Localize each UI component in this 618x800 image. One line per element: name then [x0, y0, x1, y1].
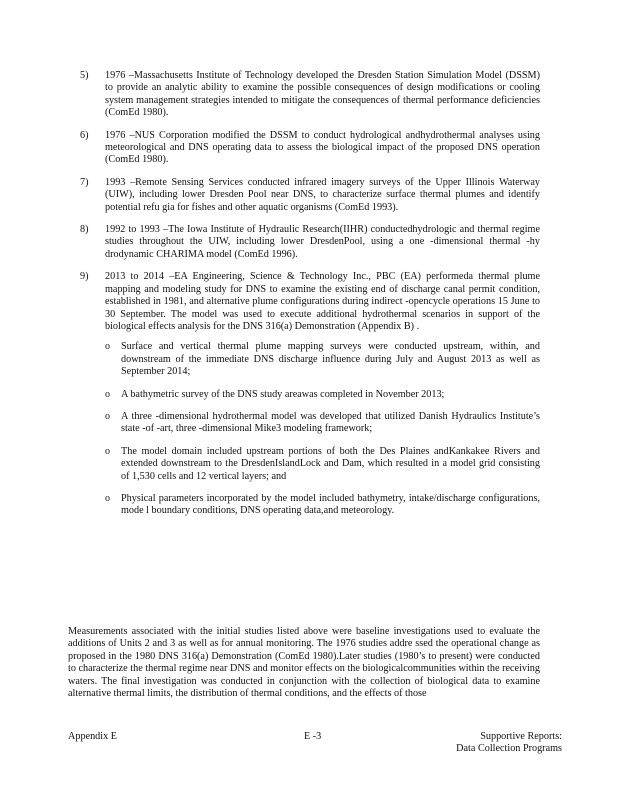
list-item: [80, 130, 540, 167]
sub-list-item: [105, 389, 540, 401]
list-number: 7): [80, 176, 89, 188]
sub-item-text: A three -dimensional hydrothermal model was developed that utilized Danish Hydraulics Institute’s state -of -art, three -dimensional Mike3 modeling framework;: [121, 410, 540, 435]
sub-item-text: A bathymetric survey of the DNS study areawas completed in November 2013;: [121, 388, 445, 400]
list-item-text: 1976 –NUS Corporation modified the DSSM to conduct hydrological andhydrothermal analyses using meteorological and DNS operating data to assess the biological impact of the proposed DNS operation (ComEd 1980).: [105, 129, 540, 166]
list-number: 5): [80, 70, 89, 81]
list-item: [80, 271, 540, 518]
list-item: [80, 177, 540, 214]
list-item-text: 1992 to 1993 –The Iowa Institute of Hydraulic Research(IIHR) conductedhydrologic and thermal regime studies throughout the UIW, including lower DresdenPool, using a one -dimensional thermal -hy drodynamic CHARIMA model (ComEd 1996).: [105, 224, 540, 260]
sub-list: [105, 341, 540, 517]
footer-title-line-1: Supportive Reports:: [480, 731, 562, 742]
body-paragraph: Measurements associated with the initial studies listed above were baseline investigations used to evaluate the additions of Units 2 and 3 as well as for annual monitoring. The 1976 studies addre ssed the operational change as proposed in the 1980 DNS 316(a) Demonstration (ComEd 1980).Later studies (1980’s to present) were conducted to characterize the thermal regime near DNS and monitor effects on the biologicalcommunities within the receiving waters. The final investigation was conducted in conjunction with the collection of biological data to examine alternative thermal limits, the distribution of thermal conditions, and the effects of those: [68, 626, 540, 700]
sub-list-item: [105, 411, 540, 436]
bullet-icon: o: [105, 410, 110, 422]
list-item-text: 1993 –Remote Sensing Services conducted infrared imagery surveys of the Upper Illinois Waterway (UIW), including lower Dresden Pool near DNS, to characterize surface thermal plumes and identify potential refu gia for fishes and other aquatic organisms (ComEd 1993).: [105, 176, 540, 213]
sub-list-item: [105, 341, 540, 378]
sub-list-item: [105, 446, 540, 483]
sub-item-text: Physical parameters incorporated by the model included bathymetry, intake/discharge configurations, mode l boundary conditions, DNS operating data,and meteorology.: [121, 492, 540, 517]
list-item: [80, 224, 540, 261]
list-number: 6): [80, 129, 89, 141]
page-footer: [68, 731, 562, 761]
sub-item-text: The model domain included upstream portions of both the Des Plaines andKankakee Rivers and extended downstream to the DresdenIslandLock and Dam, which resulted in a model grid consisting of 1,530 cells and 12 vertical layers; and: [121, 445, 540, 482]
list-item-text: 1976 –Massachusetts Institute of Technology developed the Dresden Station Simulation Model (DSSM) to provide an analytic ability to examine the possible consequences of design modifications or cooling system management strategies intended to mitigate the consequences of thermal performance deficiencies (ComEd 1980).: [105, 70, 540, 119]
bullet-icon: o: [105, 341, 110, 353]
list-item-text: 2013 to 2014 –EA Engineering, Science & Technology Inc., PBC (EA) performeda thermal plume mapping and modeling study for DNS to examine the existing end of discharge canal permit condition, established in 1981, and alternative plume configurations during indirect -opencycle operations 15 June to 30 September. The model was used to execute additional hydrothermal scenarios in support of the biological effects analysis for the DNS 316(a) Demonstration (Appendix B) .: [105, 271, 540, 332]
footer-section-title: [456, 731, 562, 756]
footer-page-number: E -3: [304, 731, 322, 742]
list-number: 9): [80, 271, 89, 283]
bullet-icon: o: [105, 492, 110, 504]
sub-list-item: [105, 493, 540, 518]
list-item: [80, 70, 540, 120]
sub-item-text: Surface and vertical thermal plume mapping surveys were conducted upstream, within, and downstream of the immediate DNS discharge influence during July and August 2013 as well as September 2014;: [121, 341, 540, 378]
footer-title-line-2: Data Collection Programs: [456, 743, 562, 755]
bullet-icon: o: [105, 388, 110, 400]
footer-appendix: Appendix E: [68, 731, 117, 742]
list-number: 8): [80, 224, 89, 236]
study-list: [80, 70, 540, 528]
bullet-icon: o: [105, 445, 110, 457]
